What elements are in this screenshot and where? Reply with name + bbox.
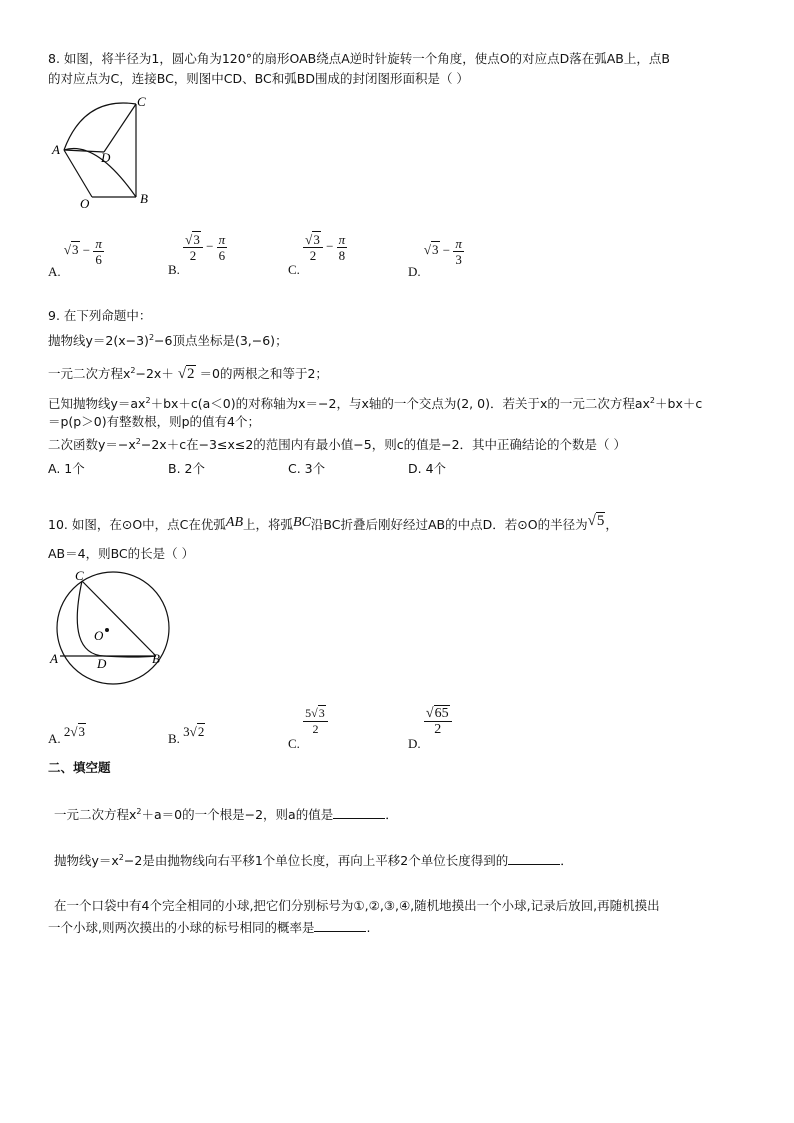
q10-label-a: A — [50, 651, 58, 666]
q8-option-b: B. $\frac{√3}{2}$ − $\frac{\pi}{6}$ — [168, 232, 226, 278]
q8-label-c: C — [137, 94, 146, 109]
q8-figure — [44, 92, 164, 212]
q9-option-b: B. 2个 — [168, 461, 205, 476]
q9-statement-3-line2: ＝p(p＞0)有整数根，则p的值有4个； — [48, 414, 260, 429]
fill-blank-1[interactable] — [333, 806, 385, 819]
q8-label-b: B — [140, 191, 148, 206]
q9-statement-3-line1: 已知抛物线$y=ax^2+bx+c(a<0)$的对称轴为x＝−2，与x轴的一个交点为(2, 0)．若关于x的一元二次方程$ax^2+bx+c$ — [48, 396, 703, 411]
q10-label-b: B — [152, 651, 160, 666]
fill-blank-2[interactable] — [508, 852, 560, 865]
q10-label-c: C — [75, 568, 84, 583]
q8-label-a: A — [52, 142, 60, 157]
q10-figure — [46, 568, 176, 686]
q8-label-o: O — [80, 196, 90, 211]
q8-text-line2: 的对应点为C，连接BC，则图中CD、BC和弧BD围成的封闭图形面积是（ ） — [48, 71, 469, 86]
fill-question-2: 抛物线$y=x^2-2$是由抛物线向右平移1个单位长度，再向上平移2个单位长度得到的 ． — [54, 853, 573, 868]
q10-text-line1: 10. 如图，在⊙O中，点C在优弧AB上，将弧BC沿BC折叠后刚好经过AB的中点D．若⊙O的半径为√5， — [48, 513, 618, 532]
q10-label-o: O — [94, 628, 104, 643]
q8-option-d: D. √3 − $\frac{\pi}{3}$ — [408, 236, 462, 280]
fill-blank-3[interactable] — [314, 919, 366, 932]
q8-option-a: A. √3 − $\frac{\pi}{6}$ — [48, 236, 102, 280]
q8-option-c: C. $\frac{√3}{2}$ − $\frac{\pi}{8}$ — [288, 232, 346, 278]
fill-question-1: 一元二次方程$x^2+a=0$的一个根是−2，则a的值是 ． — [54, 807, 398, 822]
q9-option-a: A. 1个 — [48, 461, 85, 476]
q9-option-c: C. 3个 — [288, 461, 326, 476]
q9-statement-1: 抛物线$y=2(x-3)^2-6$顶点坐标是(3,−6)； — [48, 333, 288, 348]
fill-question-3-line1: 在一个口袋中有4个完全相同的小球,把它们分别标号为①,②,③,④,随机地摸出一个小球,记录后放回,再随机摸出 — [54, 898, 660, 913]
q10-text-line2: AB＝4，则BC的长是（ ） — [48, 546, 195, 561]
section-title: 二、填空题 — [48, 760, 111, 775]
q8-label-d: D — [101, 150, 111, 165]
q9-statement-2: 一元二次方程$x^2-2x+ √2 =0$的两根之和等于2； — [48, 366, 328, 382]
q9-title: 9. 在下列命题中： — [48, 308, 152, 323]
q8-text-line1: 8. 如图，将半径为1，圆心角为120°的扇形OAB绕点A逆时针旋转一个角度，使点O的对应点D落在弧AB上，点B — [48, 51, 670, 66]
q10-option-d: D. $\frac{√65}{2}$ — [408, 706, 452, 737]
q9-statement-4: 二次函数$y=-x^2-2x+c$在−3≤x≤2的范围内有最小值−5，则c的值是−2．其中正确结论的个数是（ ） — [48, 437, 626, 452]
q9-option-d: D. 4个 — [408, 461, 447, 476]
fill-question-3-line2: 一个小球,则两次摸出的小球的标号相同的概率是 . — [48, 920, 371, 935]
q10-label-d: D — [97, 656, 107, 671]
q10-option-c: C. $\frac{5√3}{2}$ — [288, 706, 328, 737]
q10-option-b: B. 3√2 — [168, 724, 205, 746]
q10-option-a: A. 2√3 — [48, 724, 86, 746]
